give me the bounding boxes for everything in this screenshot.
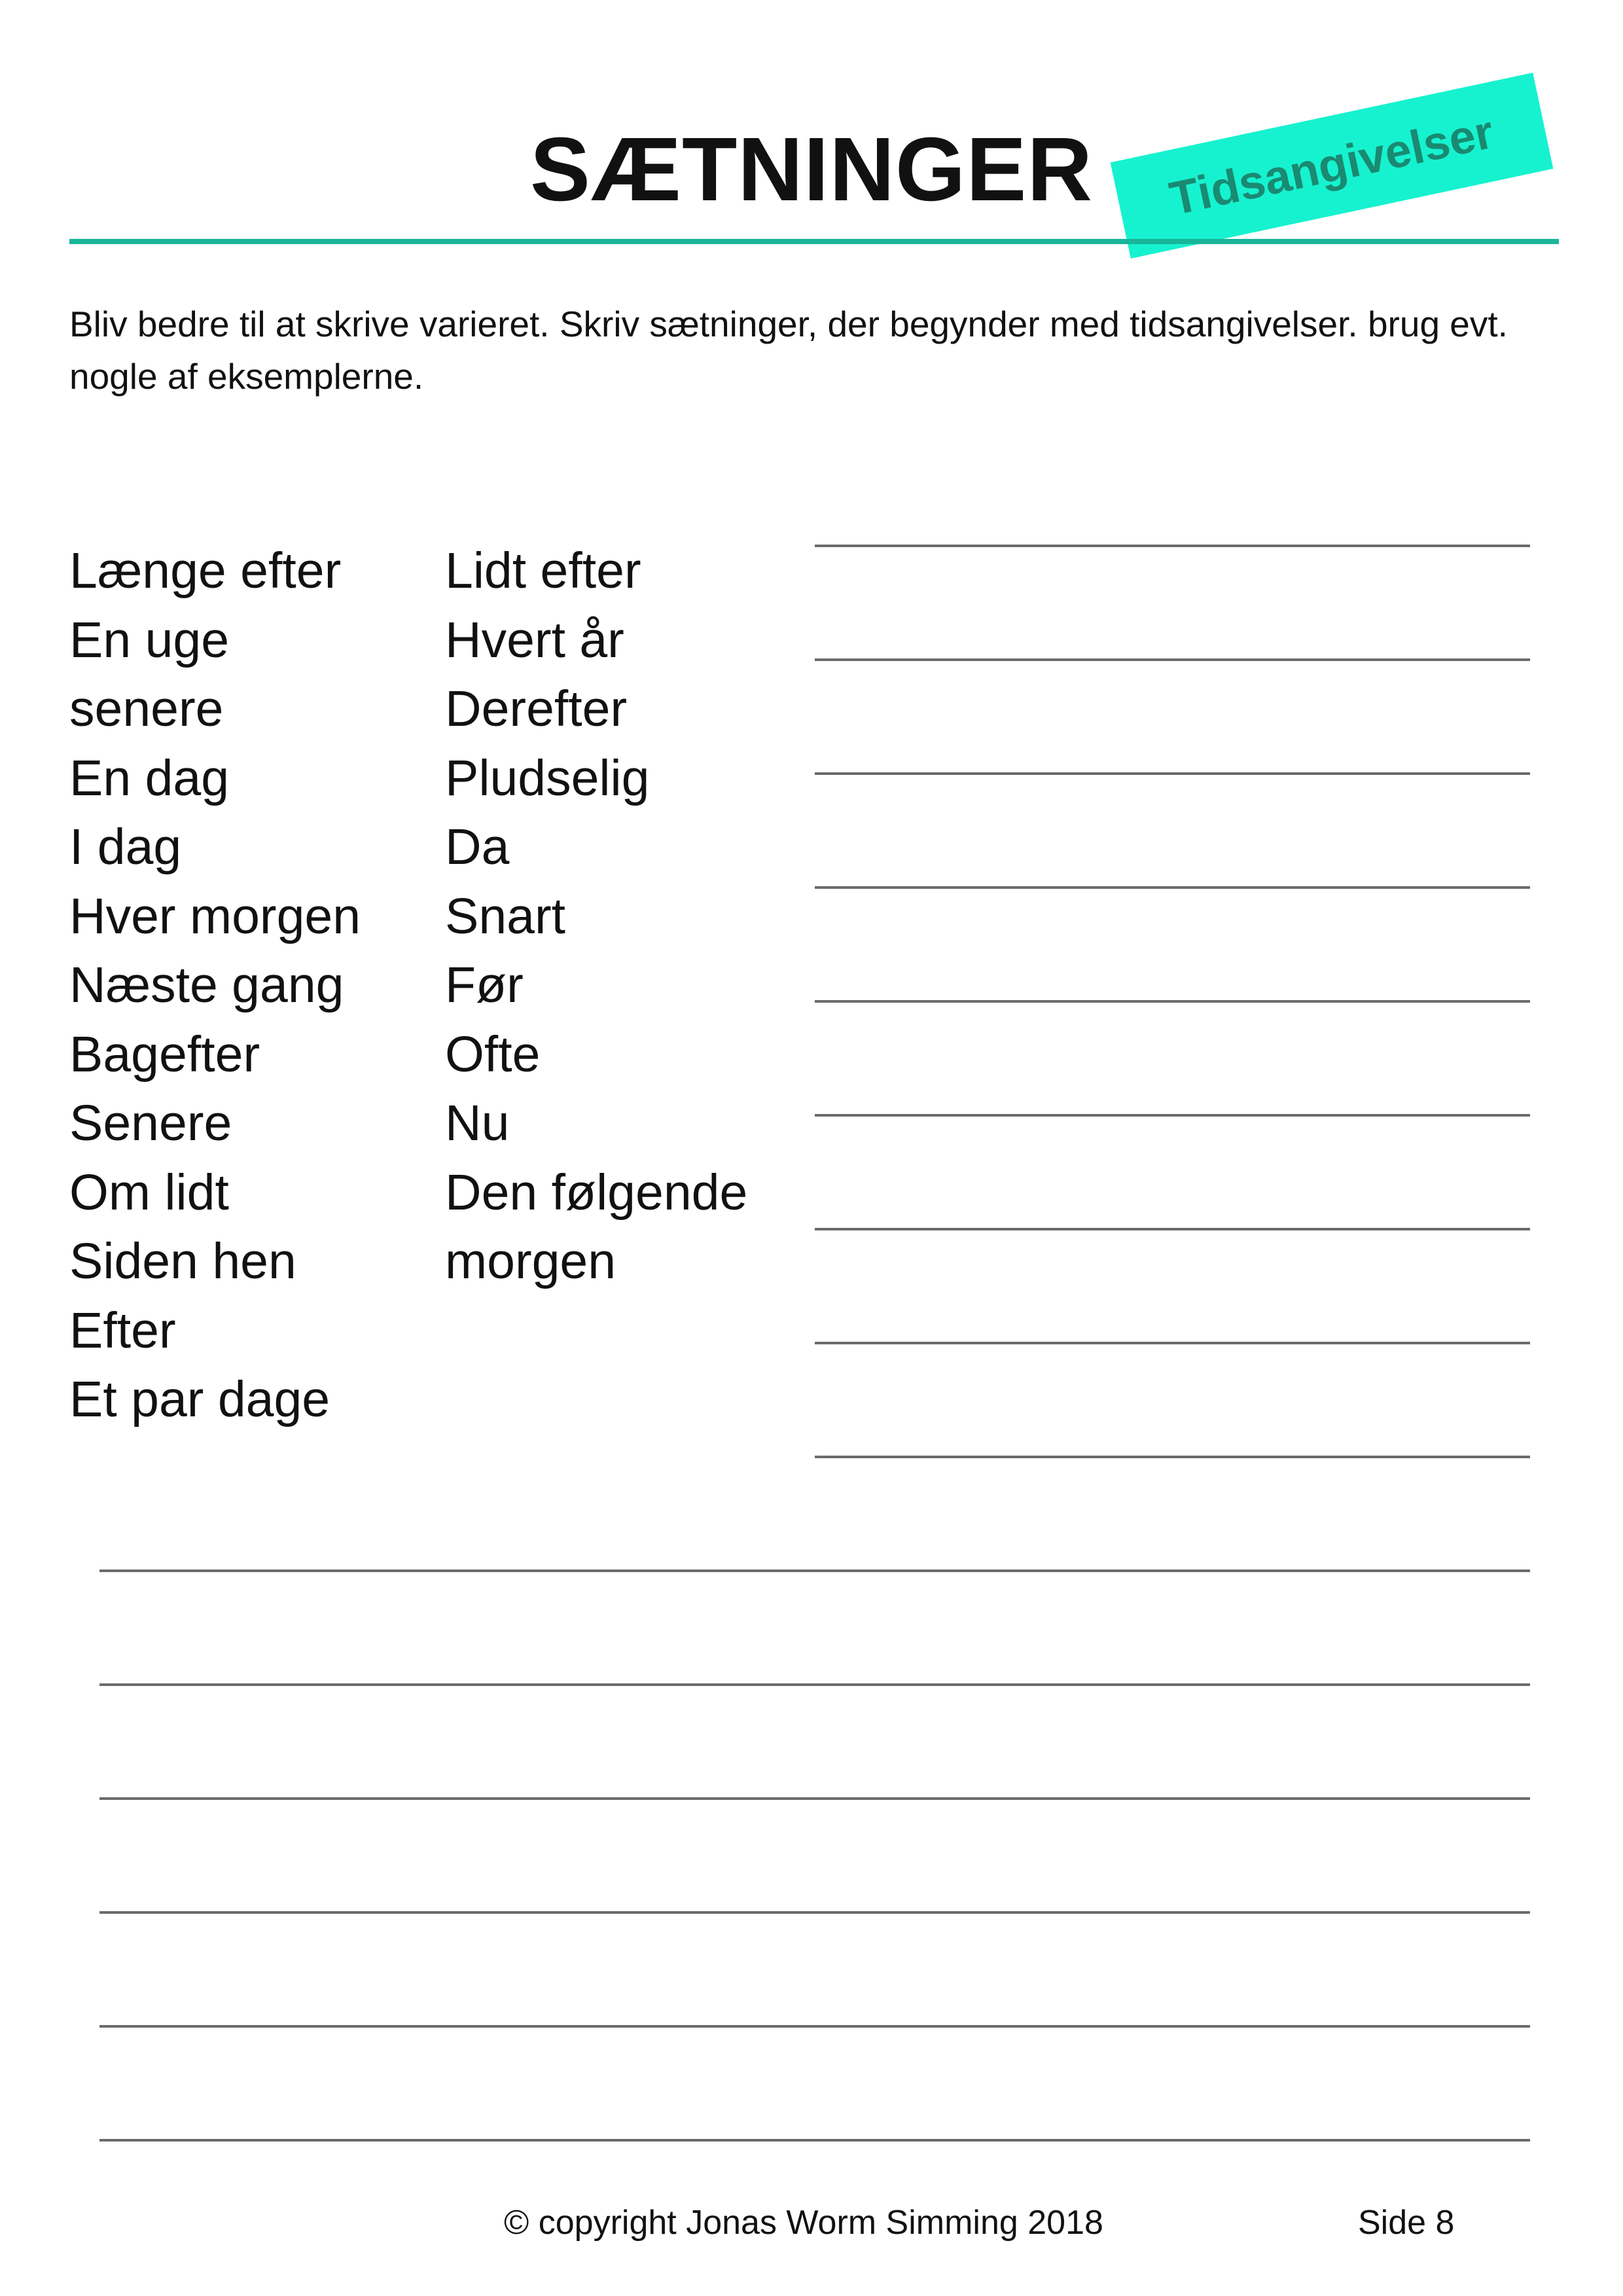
example-item: Senere [69,1095,232,1151]
topic-badge: Tidsangivelser [1111,73,1554,259]
example-item: Bagefter [69,1026,260,1083]
example-item: Før [445,957,524,1013]
instructions-text: Bliv bedre til at skrive varieret. Skriv sætninger, der begynder med tidsangivelser. brug evt. nogle af eksemplerne. [69,304,1508,397]
example-item: En uge [69,611,230,668]
example-item: Snart [445,888,566,944]
example-item: Et par dage [69,1371,330,1427]
writing-line[interactable] [99,1911,1530,1914]
example-item: Den følgende [445,1164,748,1221]
writing-line[interactable] [815,1114,1530,1117]
example-item: morgen [445,1233,616,1289]
example-item: En dag [69,749,230,806]
example-item: Derefter [445,681,628,737]
example-list-right [445,537,747,1297]
title-divider [69,239,1559,244]
example-item: Længe efter [69,543,342,599]
writing-line[interactable] [99,1797,1530,1800]
writing-line[interactable] [815,886,1530,889]
example-item: Da [445,819,510,875]
example-item: Hver morgen [69,888,361,944]
writing-line[interactable] [815,1228,1530,1230]
example-item: senere [69,681,224,737]
writing-line[interactable] [815,1342,1530,1344]
example-item: Om lidt [69,1164,229,1221]
copyright-notice: © copyright Jonas Worm Simming 2018 [504,2204,1103,2242]
writing-line[interactable] [815,772,1530,775]
writing-line[interactable] [99,2025,1530,2028]
example-item: Lidt efter [445,543,641,599]
example-item: Næste gang [69,957,344,1013]
example-item: Nu [445,1095,510,1151]
example-item: Pludselig [445,749,650,806]
example-item: Siden hen [69,1233,296,1289]
example-item: I dag [69,819,182,875]
writing-line[interactable] [99,1683,1530,1686]
example-item: Efter [69,1302,176,1359]
writing-line[interactable] [815,658,1530,661]
example-list-left [69,537,361,1435]
writing-line[interactable] [815,1456,1530,1458]
writing-line[interactable] [815,545,1530,547]
writing-line[interactable] [99,2139,1530,2142]
example-item: Ofte [445,1026,541,1083]
writing-line[interactable] [815,1000,1530,1003]
example-item: Hvert år [445,611,624,668]
page-number: Side 8 [1358,2204,1455,2242]
page-title: SÆTNINGER [529,119,1094,220]
writing-line[interactable] [99,1570,1530,1572]
